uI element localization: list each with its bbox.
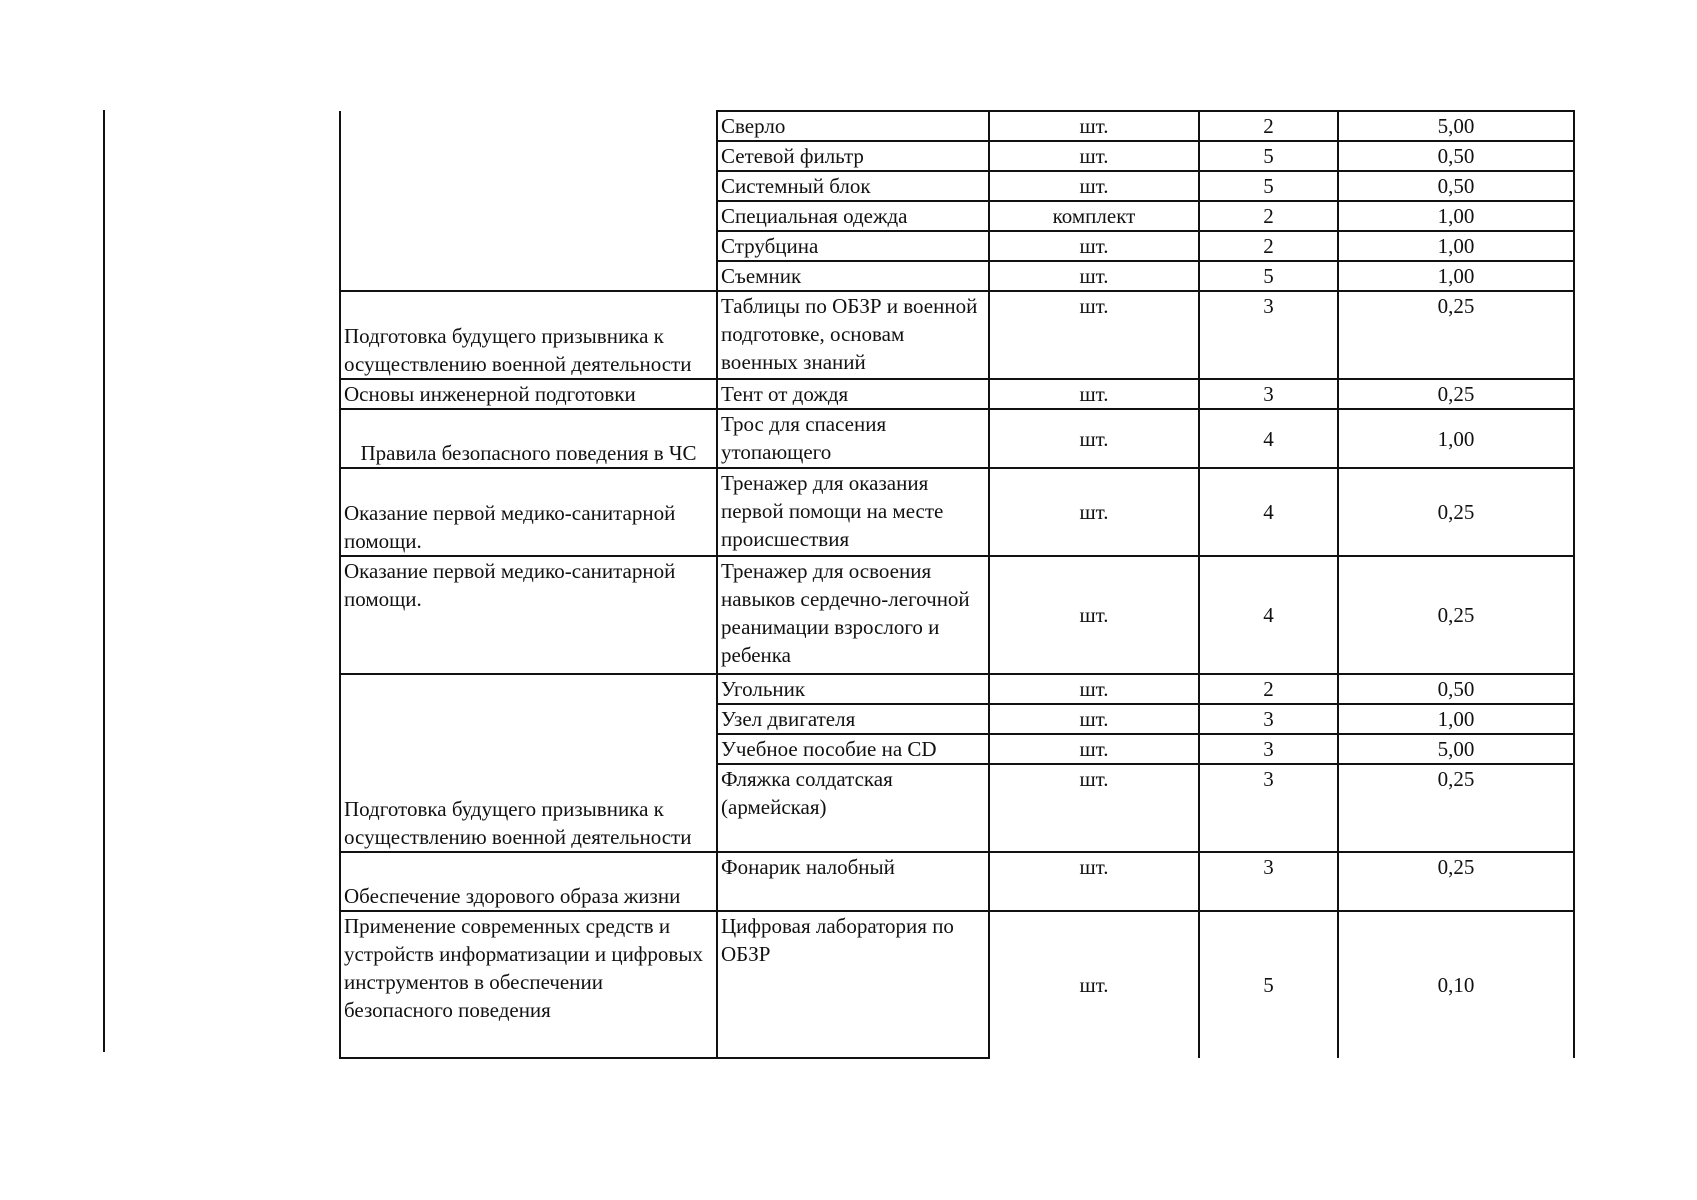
- unit-cell: шт.: [989, 911, 1199, 1058]
- norm-cell: 1,00: [1338, 409, 1574, 468]
- item-cell: Струбцина: [717, 231, 989, 261]
- item-cell: Фляжка солдатская (армейская): [717, 764, 989, 852]
- norm-cell: 1,00: [1338, 201, 1574, 231]
- topic-cell: Оказание первой медико-санитарной помощи.: [340, 556, 717, 674]
- unit-cell: комплект: [989, 201, 1199, 231]
- qty-cell: 2: [1199, 201, 1338, 231]
- item-cell: Системный блок: [717, 171, 989, 201]
- norm-cell: 0,10: [1338, 911, 1574, 1058]
- unit-cell: шт.: [989, 141, 1199, 171]
- table-row: [340, 291, 1574, 379]
- topic-cell: Обеспечение здорового образа жизни: [340, 852, 717, 911]
- table-row: [340, 468, 1574, 556]
- qty-cell: 4: [1199, 556, 1338, 674]
- qty-cell: 3: [1199, 704, 1338, 734]
- topic-cell: Оказание первой медико-санитарной помощи.: [340, 468, 717, 556]
- norm-cell: 5,00: [1338, 734, 1574, 764]
- item-cell: Цифровая лаборатория по ОБЗР: [717, 911, 989, 1058]
- topic-cell: [340, 111, 717, 291]
- norm-cell: 0,25: [1338, 379, 1574, 409]
- item-cell: Съемник: [717, 261, 989, 291]
- unit-cell: шт.: [989, 261, 1199, 291]
- item-cell: Сверло: [717, 111, 989, 141]
- qty-cell: 3: [1199, 734, 1338, 764]
- table-row: [340, 852, 1574, 911]
- norm-cell: 0,25: [1338, 852, 1574, 911]
- norm-cell: 5,00: [1338, 111, 1574, 141]
- norm-cell: 0,50: [1338, 141, 1574, 171]
- item-cell: Угольник: [717, 674, 989, 704]
- qty-cell: 3: [1199, 852, 1338, 911]
- table-row: [340, 111, 1574, 141]
- table-row: [340, 556, 1574, 674]
- page-left-rule: [103, 110, 105, 1052]
- qty-cell: 5: [1199, 911, 1338, 1058]
- norm-cell: 0,25: [1338, 468, 1574, 556]
- item-cell: Сетевой фильтр: [717, 141, 989, 171]
- topic-cell: Подготовка будущего призывника к осуществлению военной деятельности: [340, 674, 717, 852]
- topic-cell: Основы инженерной подготовки: [340, 379, 717, 409]
- qty-cell: 2: [1199, 231, 1338, 261]
- unit-cell: шт.: [989, 704, 1199, 734]
- item-cell: Узел двигателя: [717, 704, 989, 734]
- item-cell: Учебное пособие на CD: [717, 734, 989, 764]
- item-cell: Тренажер для освоения навыков сердечно-легочной реанимации взрослого и ребенка: [717, 556, 989, 674]
- unit-cell: шт.: [989, 291, 1199, 379]
- table-row: [340, 674, 1574, 704]
- topic-cell: Правила безопасного поведения в ЧС: [340, 409, 717, 468]
- qty-cell: 5: [1199, 171, 1338, 201]
- table-row: [340, 409, 1574, 468]
- norm-cell: 0,50: [1338, 171, 1574, 201]
- unit-cell: шт.: [989, 111, 1199, 141]
- unit-cell: шт.: [989, 852, 1199, 911]
- qty-cell: 4: [1199, 409, 1338, 468]
- qty-cell: 3: [1199, 379, 1338, 409]
- topic-cell: Подготовка будущего призывника к осуществлению военной деятельности: [340, 291, 717, 379]
- item-cell: Тент от дождя: [717, 379, 989, 409]
- norm-cell: 0,25: [1338, 556, 1574, 674]
- norm-cell: 0,25: [1338, 291, 1574, 379]
- item-cell: Трос для спасения утопающего: [717, 409, 989, 468]
- unit-cell: шт.: [989, 379, 1199, 409]
- item-cell: Таблицы по ОБЗР и военной подготовке, основам военных знаний: [717, 291, 989, 379]
- unit-cell: шт.: [989, 674, 1199, 704]
- table-row: [340, 911, 1574, 1058]
- norm-cell: 0,25: [1338, 764, 1574, 852]
- qty-cell: 4: [1199, 468, 1338, 556]
- qty-cell: 2: [1199, 674, 1338, 704]
- qty-cell: 3: [1199, 291, 1338, 379]
- equipment-table: [339, 110, 1575, 1059]
- item-cell: Тренажер для оказания первой помощи на месте происшествия: [717, 468, 989, 556]
- unit-cell: шт.: [989, 409, 1199, 468]
- qty-cell: 2: [1199, 111, 1338, 141]
- unit-cell: шт.: [989, 556, 1199, 674]
- qty-cell: 3: [1199, 764, 1338, 852]
- norm-cell: 1,00: [1338, 261, 1574, 291]
- item-cell: Фонарик налобный: [717, 852, 989, 911]
- item-cell: Специальная одежда: [717, 201, 989, 231]
- qty-cell: 5: [1199, 141, 1338, 171]
- unit-cell: шт.: [989, 764, 1199, 852]
- unit-cell: шт.: [989, 734, 1199, 764]
- norm-cell: 1,00: [1338, 231, 1574, 261]
- qty-cell: 5: [1199, 261, 1338, 291]
- unit-cell: шт.: [989, 231, 1199, 261]
- table-row: [340, 379, 1574, 409]
- topic-cell: Применение современных средств и устройств информатизации и цифровых инструментов в обеспечении безопасного поведения: [340, 911, 717, 1058]
- unit-cell: шт.: [989, 468, 1199, 556]
- norm-cell: 0,50: [1338, 674, 1574, 704]
- unit-cell: шт.: [989, 171, 1199, 201]
- norm-cell: 1,00: [1338, 704, 1574, 734]
